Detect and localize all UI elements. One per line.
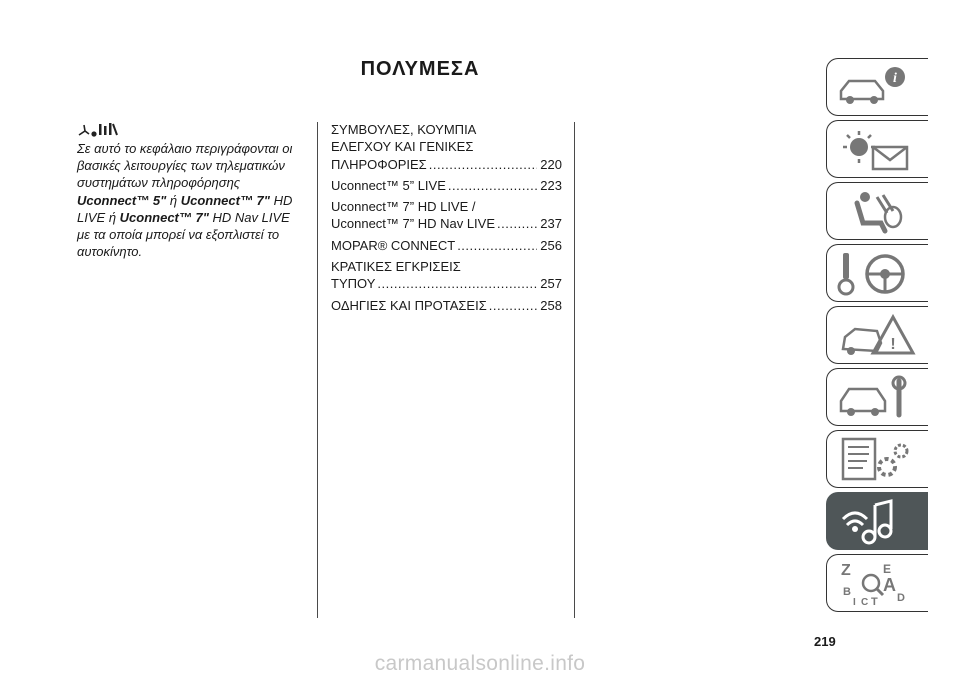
toc-entry-title: Uconnect™ 5” LIVE: [331, 177, 446, 193]
key-steering-wheel-icon: [837, 251, 919, 297]
multimedia-logo-icon: [77, 121, 119, 139]
tab-warnings[interactable]: [826, 120, 928, 178]
svg-text:D: D: [897, 592, 905, 604]
toc-entry-title: Uconnect™ 7” HD Nav LIVE: [331, 216, 496, 232]
svg-text:A: A: [883, 575, 896, 595]
tab-maintenance[interactable]: [826, 368, 928, 426]
toc-page-number: 257: [540, 276, 562, 292]
car-info-icon: [837, 65, 919, 111]
toc-leader-dots: [377, 275, 537, 292]
chapter-tabs: [826, 58, 928, 616]
svg-text:!: !: [890, 336, 896, 353]
toc-entry-title: ΟΔΗΓΙΕΣ ΚΑΙ ΠΡΟΤΑΣΕΙΣ: [331, 297, 487, 313]
seat-airbag-icon: [837, 189, 919, 235]
toc-page-number: 258: [540, 297, 562, 313]
toc-leader-dots: [429, 156, 538, 173]
intro-text: Σε αυτό το κεφάλαιο περιγράφονται οι βασικές λειτουργίες των τηλεματικών συστημάτων πληροφόρησης: [77, 141, 293, 191]
multimedia-music-icon: [837, 499, 919, 545]
toc-entry-line: Uconnect™ 7” HD LIVE /: [331, 199, 476, 215]
intro-conj-1: ή: [169, 192, 178, 208]
intro-product-1: Uconnect™ 5": [77, 192, 167, 208]
table-of-contents: [331, 121, 562, 318]
column-divider-left: [317, 122, 318, 618]
page-number: 219: [814, 634, 836, 649]
intro-conj-2: ή: [108, 209, 117, 225]
intro-product-3-rest: HD Nav LIVE: [212, 209, 290, 225]
warning-light-message-icon: [837, 127, 919, 173]
tab-safety[interactable]: [826, 182, 928, 240]
chapter-intro: [77, 140, 302, 260]
toc-page-number: 256: [540, 237, 562, 253]
toc-entry[interactable]: [331, 177, 562, 194]
toc-page-number: 223: [540, 177, 562, 193]
tab-index[interactable]: [826, 554, 928, 612]
svg-text:T: T: [871, 596, 878, 607]
toc-leader-dots: [497, 215, 537, 232]
toc-entry[interactable]: [331, 297, 562, 314]
tab-car-info[interactable]: [826, 58, 928, 116]
page-title: ΠΟΛΥΜΕΣΑ: [360, 58, 480, 80]
intro-product-3: Uconnect™ 7": [119, 209, 209, 225]
toc-leader-dots: [457, 237, 537, 254]
watermark: carmanualsonline.info: [374, 652, 586, 675]
toc-entry-title: MOPAR® CONNECT: [331, 237, 456, 253]
toc-entry-line: ΚΡΑΤΙΚΕΣ ΕΓΚΡΙΣΕΙΣ: [331, 259, 461, 275]
svg-text:Z: Z: [841, 562, 851, 579]
car-crash-warning-icon: [837, 313, 919, 359]
intro-text-end: με τα οποία μπορεί να εξοπλιστεί το αυτοκίνητο.: [77, 227, 280, 260]
svg-text:C: C: [861, 597, 869, 607]
toc-entry-line: ΕΛΕΓΧΟΥ ΚΑΙ ΓΕΝΙΚΕΣ: [331, 139, 474, 155]
toc-entry[interactable]: [331, 237, 562, 254]
column-divider-right: [574, 122, 575, 618]
toc-leader-dots: [448, 177, 537, 194]
tab-emergency[interactable]: [826, 306, 928, 364]
toc-leader-dots: [489, 297, 538, 314]
toc-entry-title: ΠΛΗΡΟΦΟΡΙΕΣ: [331, 156, 427, 172]
intro-product-2-rest: HD LIVE: [77, 192, 293, 225]
svg-text:B: B: [843, 586, 851, 598]
tab-starting-driving[interactable]: [826, 244, 928, 302]
intro-product-2: Uconnect™ 7": [180, 192, 270, 208]
toc-page-number: 220: [540, 156, 562, 172]
toc-entry[interactable]: [331, 198, 562, 233]
svg-text:E: E: [883, 562, 892, 576]
toc-entry-title: ΤΥΠΟΥ: [331, 276, 376, 292]
car-wrench-icon: [837, 375, 919, 421]
tab-multimedia[interactable]: [826, 492, 928, 550]
tab-technical-data[interactable]: [826, 430, 928, 488]
toc-entry[interactable]: [331, 121, 562, 173]
svg-text:I: I: [853, 597, 856, 607]
svg-text:i: i: [893, 71, 897, 86]
specs-gear-icon: [837, 437, 919, 483]
toc-entry[interactable]: [331, 258, 562, 293]
toc-entry-line: ΣΥΜΒΟΥΛΕΣ, ΚΟΥΜΠΙΑ: [331, 122, 477, 137]
toc-page-number: 237: [540, 216, 562, 232]
alphabetical-index-icon: [837, 561, 919, 607]
